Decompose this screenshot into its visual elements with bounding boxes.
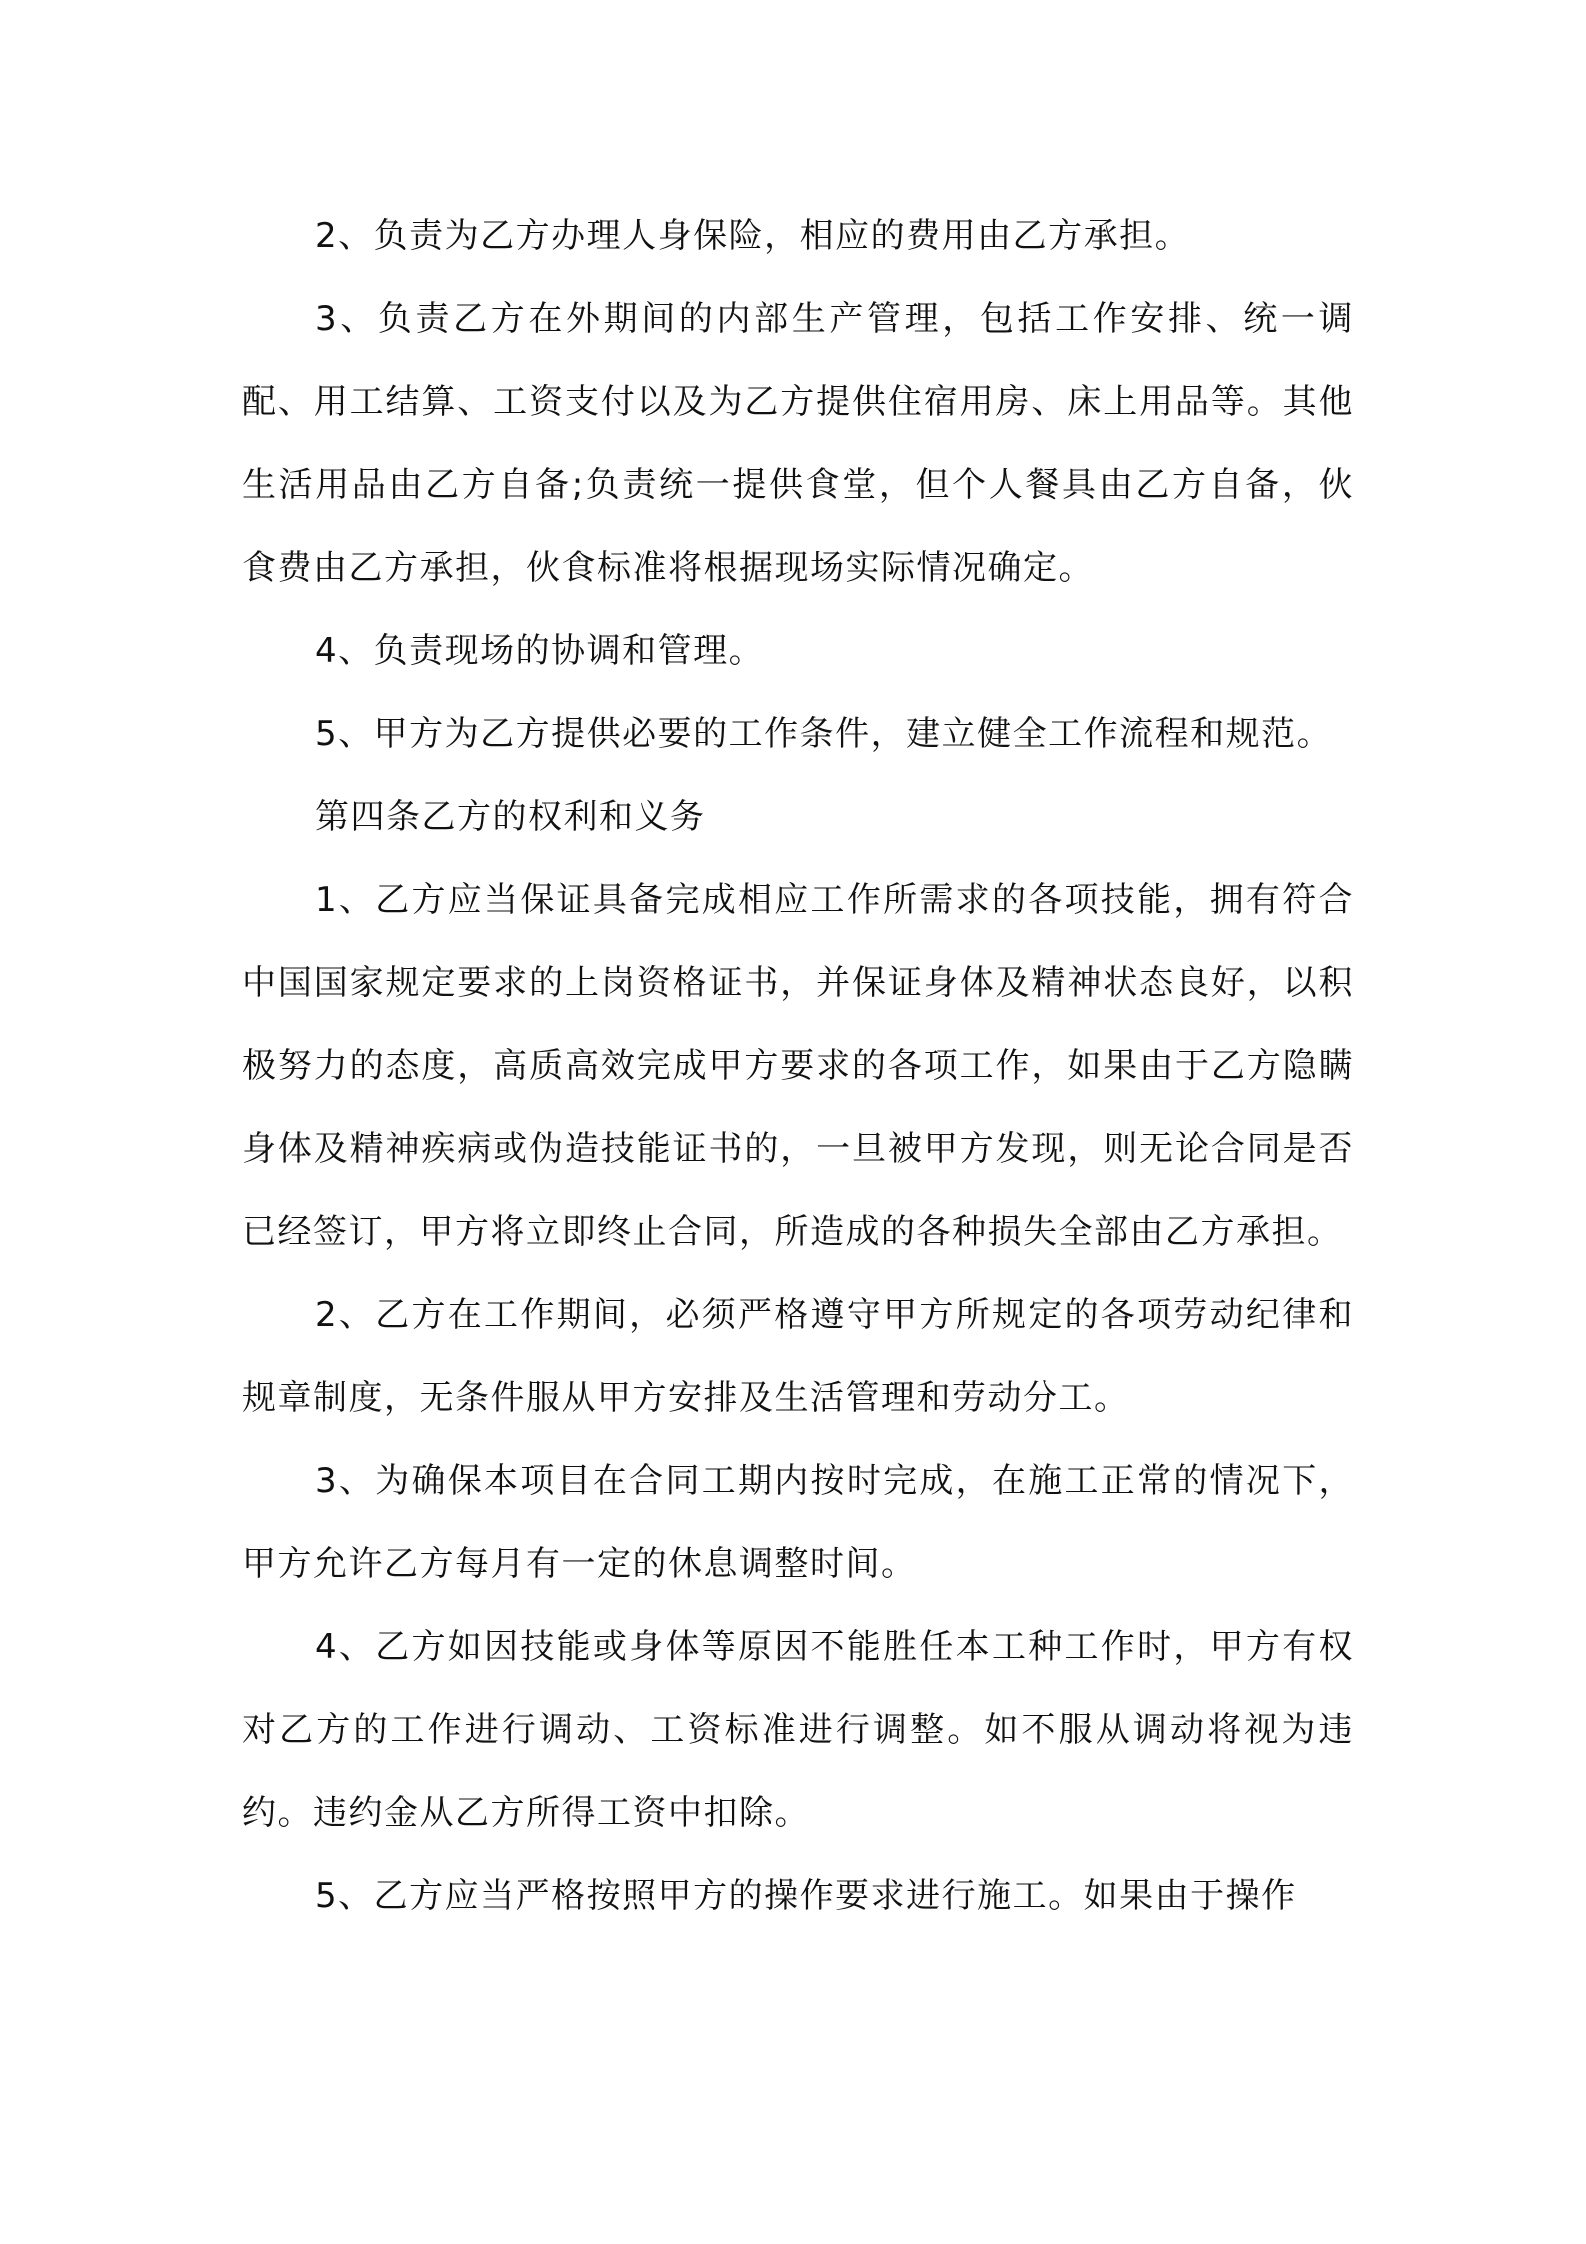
paragraph-party-a-duty-3: 3、负责乙方在外期间的内部生产管理，包括工作安排、统一调配、用工结算、工资支付以及为乙方提供住宿用房、床上用品等。其他生活用品由乙方自备;负责统一提供食堂，但个人餐具由乙方自备，伙食费由乙方承担，伙食标准将根据现场实际情况确定。 bbox=[242, 299, 1354, 588]
paragraph-party-b-duty-3: 3、为确保本项目在合同工期内按时完成，在施工正常的情况下，甲方允许乙方每月有一定的休息调整时间。 bbox=[242, 1461, 1354, 1584]
paragraph-party-b-duty-2: 2、乙方在工作期间，必须严格遵守甲方所规定的各项劳动纪律和规章制度，无条件服从甲方安排及生活管理和劳动分工。 bbox=[242, 1295, 1354, 1418]
paragraph-party-b-duty-5: 5、乙方应当严格按照甲方的操作要求进行施工。如果由于操作 bbox=[315, 1876, 1297, 1916]
paragraph-party-b-duty-1: 1、乙方应当保证具备完成相应工作所需求的各项技能，拥有符合中国国家规定要求的上岗资格证书，并保证身体及精神状态良好，以积极努力的态度，高质高效完成甲方要求的各项工作，如果由于乙方隐瞒身体及精神疾病或伪造技能证书的，一旦被甲方发现，则无论合同是否已经签订，甲方将立即终止合同，所造成的各种损失全部由乙方承担。 bbox=[242, 880, 1354, 1252]
document-body bbox=[242, 195, 1354, 1938]
paragraph-party-a-duty-5: 5、甲方为乙方提供必要的工作条件，建立健全工作流程和规范。 bbox=[315, 714, 1333, 754]
paragraph-party-a-duty-2: 2、负责为乙方办理人身保险，相应的费用由乙方承担。 bbox=[315, 216, 1191, 256]
paragraph-party-a-duty-4: 4、负责现场的协调和管理。 bbox=[315, 631, 765, 671]
section-heading-article-4: 第四条乙方的权利和义务 bbox=[315, 797, 706, 837]
paragraph-party-b-duty-4: 4、乙方如因技能或身体等原因不能胜任本工种工作时，甲方有权对乙方的工作进行调动、工资标准进行调整。如不服从调动将视为违约。违约金从乙方所得工资中扣除。 bbox=[242, 1627, 1354, 1833]
